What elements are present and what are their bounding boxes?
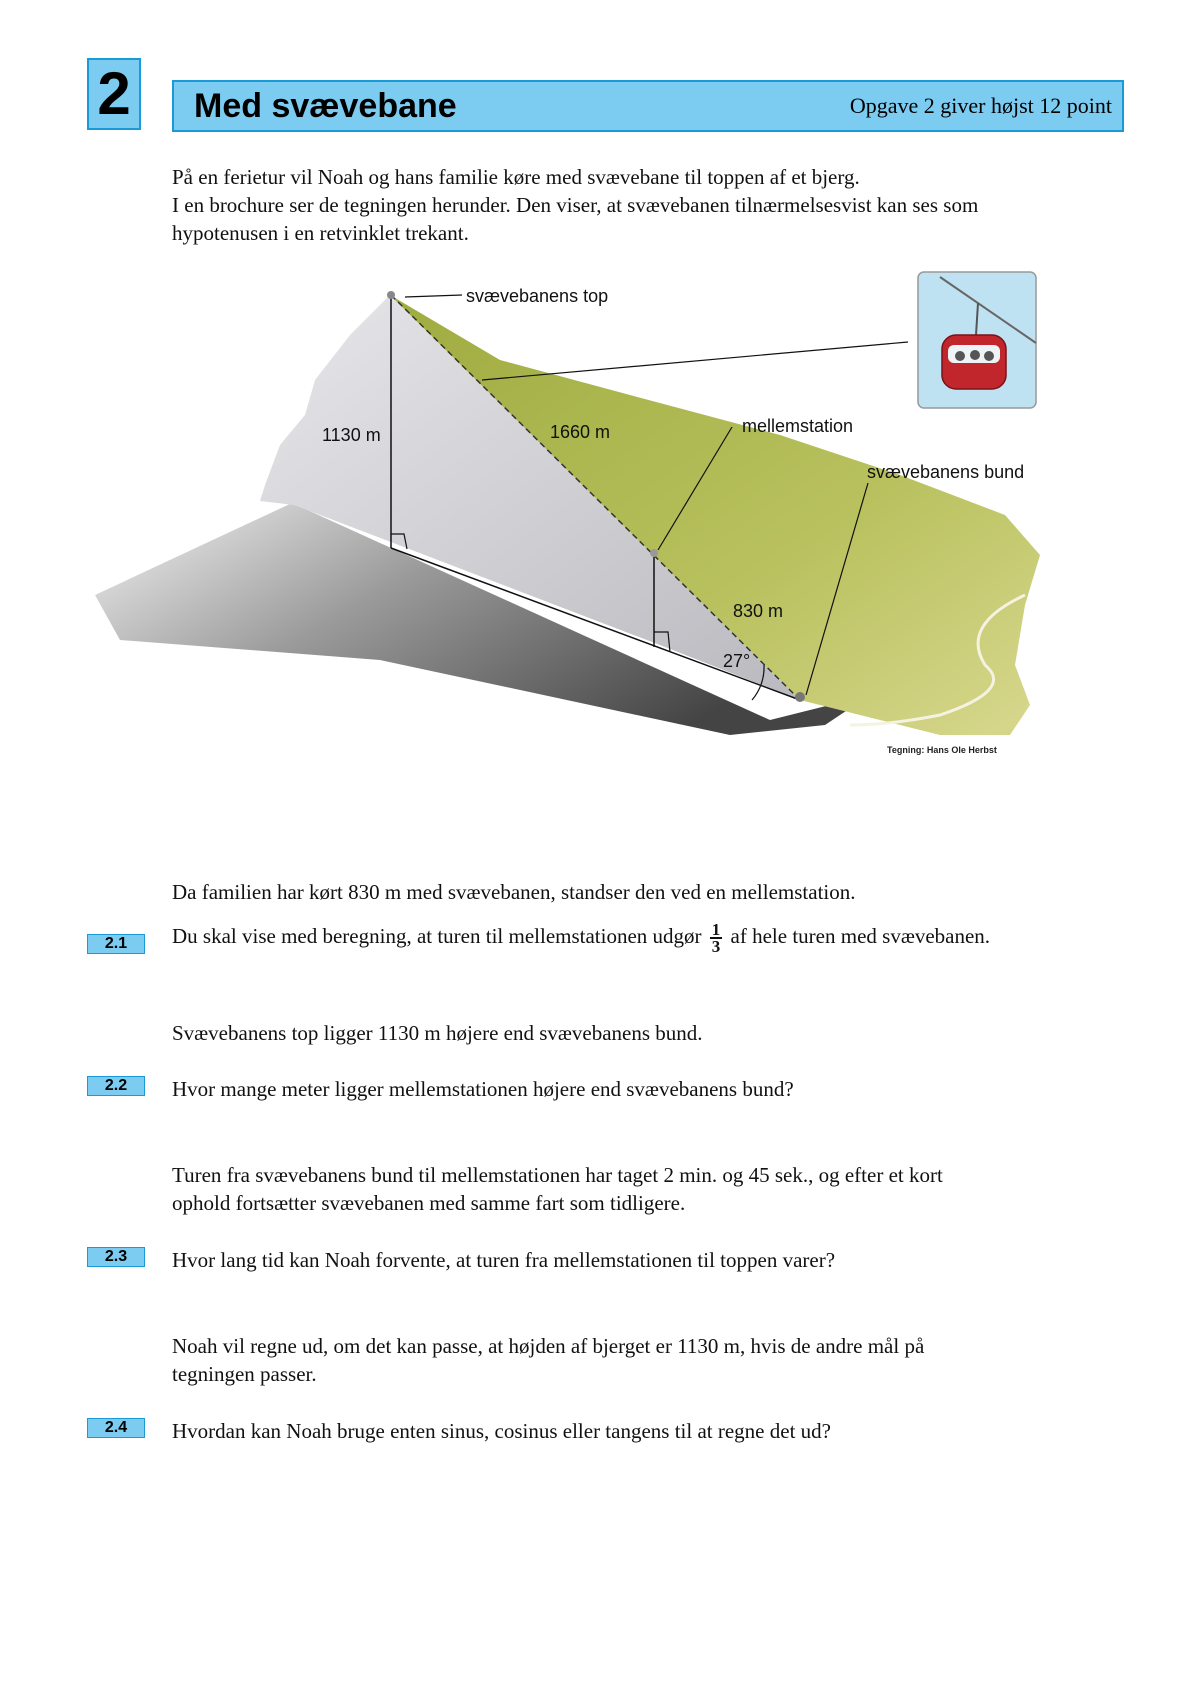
task-number-badge: 2 [87,58,141,130]
fraction-one-third [710,920,723,957]
fraction-denominator: 3 [711,937,721,957]
intro-line-3: hypotenusen i en retvinklet trekant. [172,221,469,245]
label-hypotenuse: 1660 m [550,422,611,442]
top-station-marker [387,291,395,299]
mid-station-marker [650,549,658,557]
cabin-inset [918,272,1036,408]
question-2-4-badge: 2.4 [87,1418,145,1438]
context-2: Svævebanens top ligger 1130 m højere end svævebanens bund. [172,1021,703,1045]
intro-line-2: I en brochure ser de tegningen herunder. Den viser, at svævebanen tilnærmelsesvist kan ses som [172,193,979,217]
question-2-3-badge: 2.3 [87,1247,145,1267]
label-mid-station: mellemstation [742,416,854,436]
context-4-line-1: Noah vil regne ud, om det kan passe, at højden af bjerget er 1130 m, hvis de andre mål på [172,1334,925,1358]
question-2-3: Hvor lang tid kan Noah forvente, at turen fra mellemstationen til toppen varer? [172,1248,836,1272]
question-2-4: Hvordan kan Noah bruge enten sinus, cosinus eller tangens til at regne det ud? [172,1419,831,1443]
question-2-1 [172,920,1132,957]
context-4-line-2: tegningen passer. [172,1362,317,1386]
question-2-2-badge: 2.2 [87,1076,145,1096]
question-2-2: Hvor mange meter ligger mellemstationen højere end svævebanens bund? [172,1077,794,1101]
fraction-numerator: 1 [711,920,721,940]
points-note: Opgave 2 giver højst 12 point [849,93,1112,118]
question-2-1-text-before: Du skal vise med beregning, at turen til mellemstationen udgør [172,924,702,948]
page-title: Med svævebane [194,87,457,125]
title-bar [172,80,1124,132]
intro-text [172,163,1132,247]
question-2-1-text-after: af hele turen med svævebanen. [730,924,991,948]
context-3-line-1: Turen fra svævebanens bund til mellemstationen har taget 2 min. og 45 sek., og efter et kort [172,1163,943,1187]
bottom-station-marker [795,692,805,702]
context-3-line-2: ophold fortsætter svævebanen med samme fart som tidligere. [172,1191,686,1215]
label-bottom: svævebanens bund [867,462,1025,482]
label-lower-segment: 830 m [733,601,784,621]
context-1: Da familien har kørt 830 m med svævebanen, standser den ved en mellemstation. [172,880,856,904]
context-4 [172,1332,1132,1388]
label-angle: 27° [723,651,751,671]
top-pointer [405,295,462,297]
label-top: svævebanens top [466,286,609,306]
question-2-1-badge: 2.1 [87,934,145,954]
cabin-pointer [482,342,908,380]
label-height: 1130 m [322,425,381,445]
cable-car-illustration [80,265,1130,825]
illustration-credit: Tegning: Hans Ole Herbst [887,745,997,755]
intro-line-1: På en ferietur vil Noah og hans familie køre med svævebane til toppen af et bjerg. [172,165,860,189]
context-3 [172,1161,1132,1217]
